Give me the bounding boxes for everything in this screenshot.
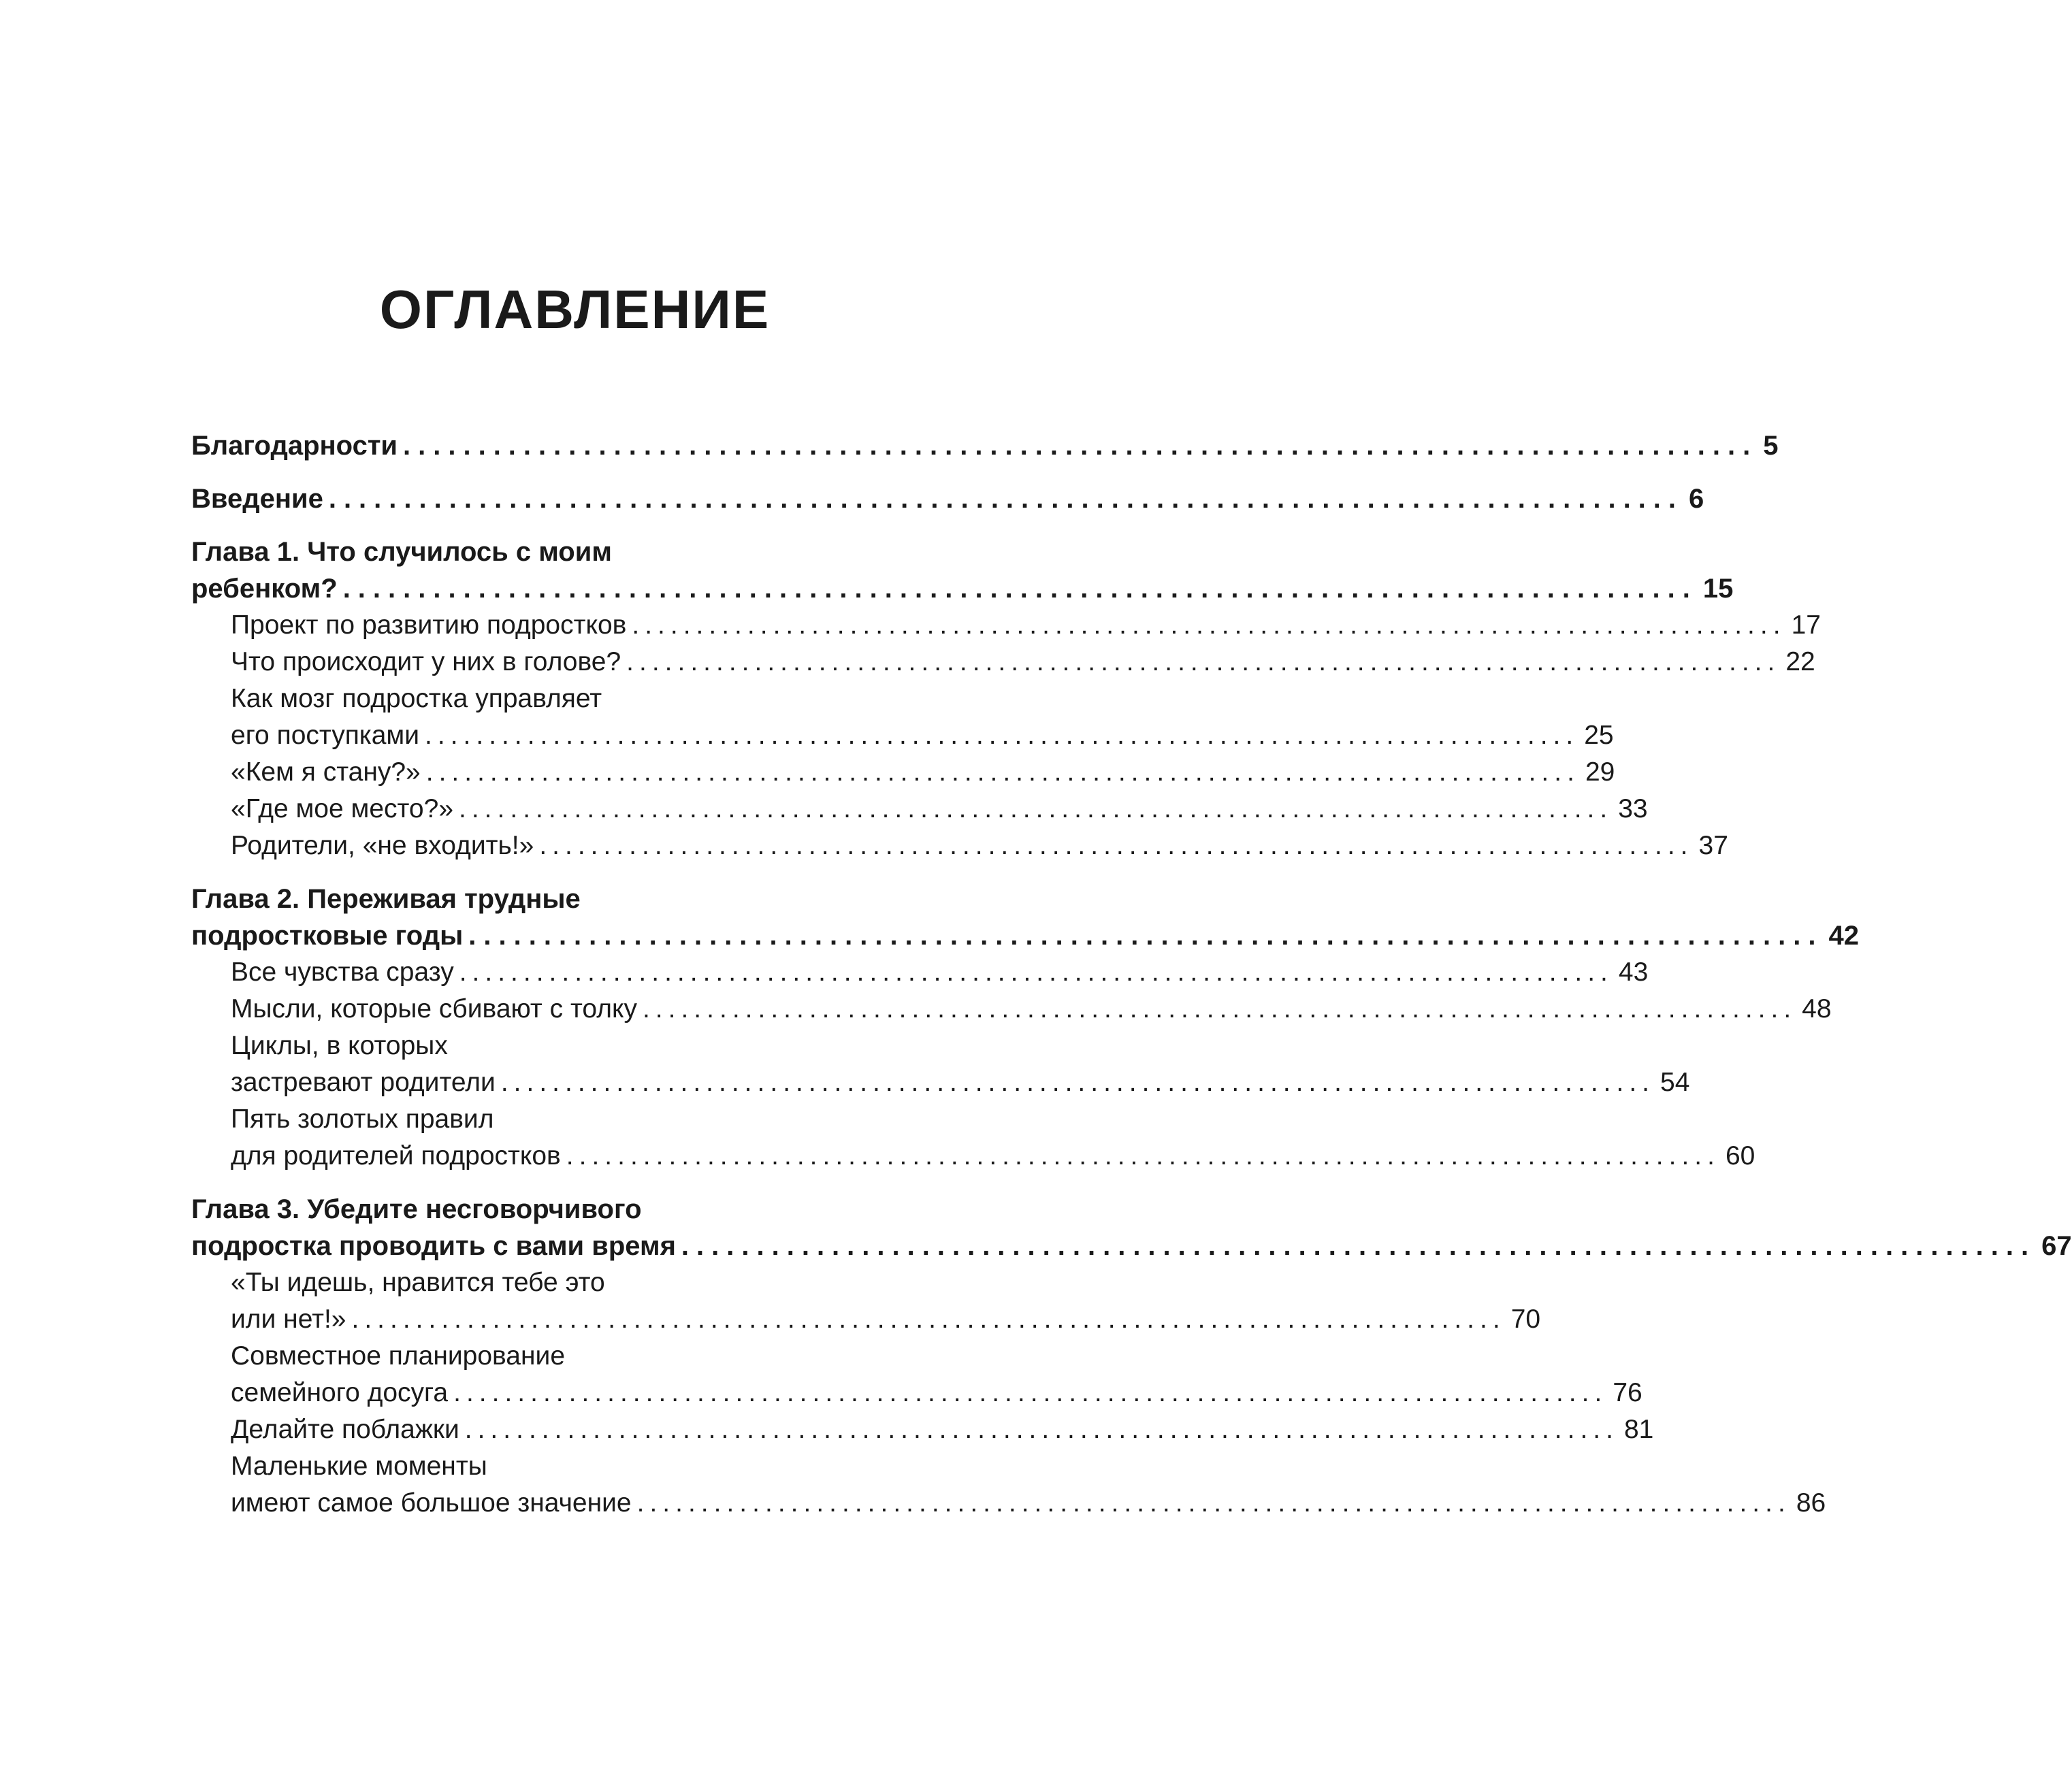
toc-entry-label: для родителей подростков: [231, 1141, 561, 1170]
toc-subentry-line[interactable]: [191, 1448, 965, 1485]
toc-subentry[interactable]: [191, 717, 1614, 754]
toc-page-number: 60: [1725, 1141, 1755, 1170]
toc-entry-acknowledgements[interactable]: [191, 427, 1779, 464]
dot-leader: ..........................................................................................: [351, 1305, 1506, 1334]
toc-entry-label: «Кем я стану?»: [231, 757, 421, 787]
dot-leader: ..........................................................................................: [468, 921, 1824, 951]
dot-leader: ..........................................................................................: [632, 610, 1786, 640]
dot-leader: ..........................................................................................: [642, 994, 1797, 1023]
toc-entry-label: Глава 1. Что случилось с моим: [191, 537, 612, 567]
toc-chapter-3[interactable]: [191, 1228, 2072, 1264]
toc-entry-label: Все чувства сразу: [231, 957, 454, 987]
toc-subentry-line[interactable]: [191, 1338, 965, 1375]
toc-entry-label: «Ты идешь, нравится тебе это: [231, 1268, 605, 1297]
toc-page-number: 6: [1689, 484, 1704, 514]
dot-leader: ..........................................................................................: [464, 1415, 1619, 1444]
toc-page-number: 42: [1828, 921, 1859, 951]
toc-subentry[interactable]: [191, 1138, 1755, 1175]
toc-entry-label: Маленькие моменты: [231, 1452, 487, 1481]
toc-entry-label: Благодарности: [191, 431, 398, 461]
page-title: ОГЛАВЛЕНИЕ: [379, 279, 771, 340]
toc-page-number: 25: [1584, 721, 1614, 750]
toc-entry-label: Мысли, которые сбивают с толку: [231, 994, 637, 1023]
toc-page-number: 15: [1702, 574, 1734, 604]
dot-leader: ..........................................................................................: [425, 757, 1580, 787]
toc-entry-introduction[interactable]: [191, 480, 1704, 517]
toc-page-number: 76: [1613, 1378, 1642, 1407]
toc-entry-label: имеют самое большое значение: [231, 1488, 632, 1518]
toc-entry-label: Циклы, в которых: [231, 1031, 448, 1060]
toc-subentry[interactable]: [191, 607, 1821, 644]
toc-subentry[interactable]: [191, 1485, 1826, 1522]
toc-entry-label: «Где мое место?»: [231, 794, 454, 823]
toc-subentry[interactable]: [191, 991, 1832, 1028]
toc-entry-label: застревают родители: [231, 1068, 496, 1097]
toc-page-number: 17: [1791, 610, 1821, 640]
toc-subentry[interactable]: [191, 754, 1615, 791]
dot-leader: ..........................................................................................: [328, 484, 1684, 514]
toc-entry-label: Что происходит у них в голове?: [231, 647, 621, 676]
toc-chapter-1[interactable]: [191, 570, 1734, 607]
dot-leader: ..........................................................................................: [681, 1231, 2037, 1261]
toc-entry-label: Пять золотых правил: [231, 1104, 494, 1134]
toc-entry-label: Введение: [191, 484, 323, 514]
toc-page-number: 67: [2041, 1231, 2072, 1261]
toc-chapter-2[interactable]: [191, 917, 1859, 954]
table-of-contents: [191, 427, 2072, 1522]
toc-entry-label: его поступками: [231, 721, 420, 750]
toc-page-number: 54: [1660, 1068, 1690, 1097]
toc-subentry-line[interactable]: [191, 681, 965, 717]
dot-leader: ..........................................................................................: [342, 574, 1698, 604]
dot-leader: ..........................................................................................: [453, 1378, 1608, 1407]
toc-entry-label: ребенком?: [191, 574, 338, 604]
toc-entry-label: Совместное планирование: [231, 1341, 566, 1371]
toc-subentry[interactable]: [191, 1301, 1541, 1338]
dot-leader: ..........................................................................................: [403, 431, 1758, 461]
toc-entry-label: Глава 2. Переживая трудные: [191, 884, 581, 914]
toc-entry-label: Как мозг подростка управляет: [231, 684, 602, 713]
dot-leader: ..........................................................................................: [626, 647, 1781, 676]
toc-subentry[interactable]: [191, 954, 1649, 991]
toc-page-number: 43: [1618, 957, 1649, 987]
toc-entry-label: Глава 3. Убедите несговорчивого: [191, 1194, 642, 1224]
toc-subentry[interactable]: [191, 1064, 1690, 1101]
toc-page-number: 48: [1802, 994, 1832, 1023]
toc-subentry[interactable]: [191, 644, 1815, 681]
toc-subentry[interactable]: [191, 828, 1728, 864]
dot-leader: ..........................................................................................: [500, 1068, 1655, 1097]
toc-page-number: 70: [1510, 1305, 1541, 1334]
toc-entry-label: или нет!»: [231, 1305, 346, 1334]
dot-leader: ..........................................................................................: [636, 1488, 1791, 1518]
toc-subentry-line[interactable]: [191, 1028, 965, 1064]
toc-entry-label: семейного досуга: [231, 1378, 449, 1407]
toc-subentry[interactable]: [191, 1411, 1654, 1448]
toc-subentry[interactable]: [191, 1375, 1642, 1411]
toc-entry-label: Проект по развитию подростков: [231, 610, 627, 640]
toc-page-number: 5: [1763, 431, 1779, 461]
dot-leader: ..........................................................................................: [539, 831, 1694, 860]
toc-page-number: 81: [1623, 1415, 1654, 1444]
toc-chapter-1-title[interactable]: [191, 534, 965, 570]
toc-chapter-3-title[interactable]: [191, 1191, 965, 1228]
toc-entry-label: Делайте поблажки: [231, 1415, 459, 1444]
toc-page-number: 37: [1698, 831, 1728, 860]
toc-page-number: 86: [1796, 1488, 1826, 1518]
toc-subentry[interactable]: [191, 791, 1648, 828]
toc-page-number: 33: [1618, 794, 1648, 823]
toc-chapter-2-title[interactable]: [191, 881, 965, 917]
toc-subentry-line[interactable]: [191, 1101, 965, 1138]
toc-entry-label: подростковые годы: [191, 921, 464, 951]
toc-subentry-line[interactable]: [191, 1264, 965, 1301]
dot-leader: ..........................................................................................: [459, 957, 1613, 987]
toc-entry-label: подростка проводить с вами время: [191, 1231, 676, 1261]
toc-page-number: 22: [1785, 647, 1815, 676]
toc-page-number: 29: [1585, 757, 1615, 787]
dot-leader: ..........................................................................................: [425, 721, 1579, 750]
dot-leader: ..........................................................................................: [566, 1141, 1720, 1170]
toc-entry-label: Родители, «не входить!»: [231, 831, 534, 860]
dot-leader: ..........................................................................................: [459, 794, 1613, 823]
